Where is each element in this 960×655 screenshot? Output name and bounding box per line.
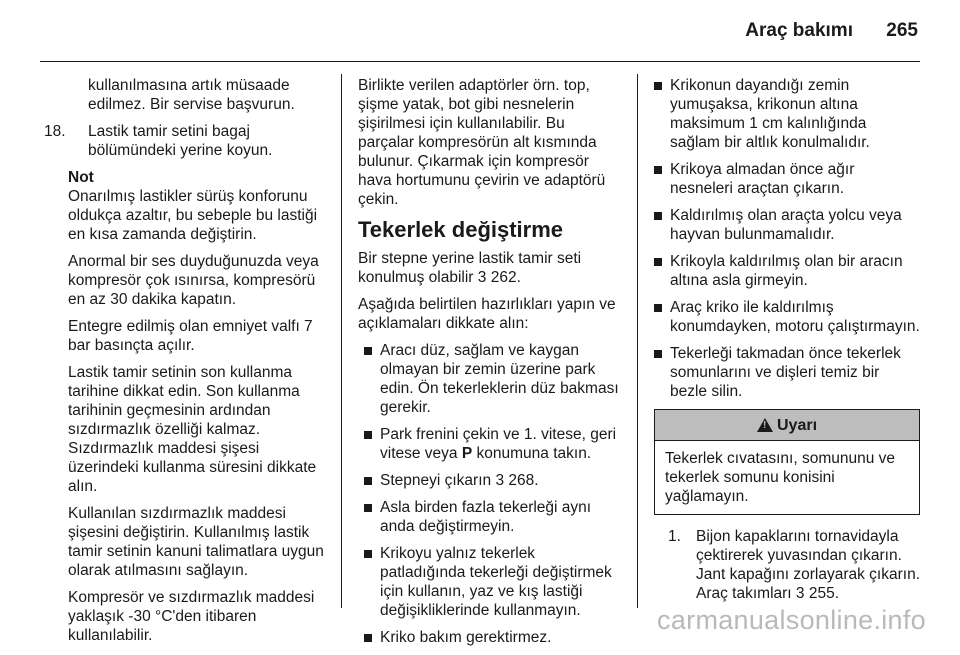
step-number: 18. — [44, 123, 66, 140]
warning-text: Tekerlek cıvatasını, somununu ve tekerlek somunu konisini yağlamayın. — [655, 440, 919, 514]
list-item-text: Asla birden fazla tekerleği aynı anda değiştirmeyin. — [380, 499, 592, 535]
list-item — [654, 252, 920, 290]
step-number: 1. — [668, 528, 681, 545]
section-heading: Tekerlek değiştirme — [358, 217, 564, 242]
bullet-square-icon — [654, 350, 662, 358]
header-rule — [40, 61, 920, 62]
list-item-text: Tekerleği takmadan önce tekerlek somunlarını ve dişleri temiz bir bezle silin. — [670, 345, 901, 400]
note-paragraph: Lastik tamir setinin son kullanma tarihine dikkat edin. Son kullanma tarihinin geçmesinin ardından sızdırmazlık özelliği kalmaz. Sızdırmazlık maddesi şişesi üzerindeki kullanma süresini dikkate alın. — [68, 364, 317, 495]
ref-arrow-icon: 3 — [495, 472, 505, 489]
column-middle — [358, 76, 622, 655]
adapter-paragraph: Birlikte verilen adaptörler örn. top, şişme yatak, bot gibi nesnelerin şişirilmesi için kullanılabilir. Bu parçalar kompresörün alt kısmında bulunur. Çıkarmak için kompresör hava hortumunu çevirin ve adaptörü çekin. — [358, 77, 606, 208]
list-item — [654, 160, 920, 198]
list-item-text: Araç kriko ile kaldırılmış konumdayken, motoru çalıştırmayın. — [670, 299, 920, 335]
list-item — [358, 471, 622, 490]
watermark: carmanualsonline.info — [657, 605, 926, 635]
page-ref[interactable] — [796, 585, 839, 602]
list-item — [358, 341, 622, 417]
bullet-square-icon — [364, 550, 372, 558]
warning-header — [655, 410, 919, 440]
list-item — [358, 544, 622, 620]
note-paragraph: Anormal bir ses duyduğunuzda veya kompresör çok ısınırsa, kompresörü en az 30 dakika kapatın. — [68, 253, 319, 308]
bullet-square-icon — [364, 431, 372, 439]
list-item-text: Krikoya almadan önce ağır nesneleri araçtan çıkarın. — [670, 161, 855, 197]
column-divider — [637, 74, 638, 608]
page-header — [0, 0, 960, 62]
text-part: Park frenini çekin ve 1. vitese, geri vitese veya — [380, 426, 617, 462]
bullet-square-icon — [364, 504, 372, 512]
paragraph: Aşağıda belirtilen hazırlıkları yapın ve açıklamaları dikkate alın: — [358, 296, 616, 332]
bullet-square-icon — [654, 258, 662, 266]
column-left — [44, 76, 326, 653]
list-item-text — [380, 425, 622, 463]
ref-page: 268. — [508, 472, 539, 489]
ref-page: 255. — [808, 585, 840, 602]
list-item-text: Kaldırılmış olan araçta yolcu veya hayvan bulunmamalıdır. — [670, 207, 902, 243]
page-number: 265 — [886, 20, 918, 41]
note-paragraph: Onarılmış lastikler sürüş konforunu oldukça azaltır, bu sebeple bu lastiği en kısa zamanda değiştirin. — [68, 188, 318, 243]
note-block — [44, 168, 326, 645]
chapter-title: Araç bakımı — [745, 20, 853, 41]
list-item-text: Aracı düz, sağlam ve kaygan olmayan bir zemin üzerine park edin. Ön tekerleklerin düz bakması gerekir. — [380, 342, 619, 416]
text-part: Bijon kapaklarını tornavidayla çektirerek yuvasından çıkarın. Jant kapağını zorlayarak çıkarın. Araç takımları — [696, 528, 921, 602]
ref-page: 262. — [490, 269, 521, 286]
bullet-square-icon — [654, 212, 662, 220]
bullet-square-icon — [654, 82, 662, 90]
warning-title: Uyarı — [776, 416, 818, 434]
step-text: Lastik tamir setini bagaj bölümündeki yerine koyun. — [88, 123, 273, 159]
list-item — [654, 298, 920, 336]
gear-p-label: P — [461, 445, 473, 462]
list-item-text: Kriko bakım gerektirmez. — [380, 629, 552, 646]
note-title: Not — [68, 169, 94, 186]
list-item — [358, 628, 622, 647]
list-item-text: Krikoyla kaldırılmış olan bir aracın altına asla girmeyin. — [670, 253, 903, 289]
list-item-text: Krikoyu yalnız tekerlek patladığında tekerleği değiştirmek için kullanın, yaz ve kış lastiği değişikliklerinde kullanmayın. — [380, 545, 612, 619]
step-text — [696, 527, 920, 603]
step-1 — [654, 527, 920, 603]
note-paragraph: Kompresör ve sızdırmazlık maddesi yaklaşık -30 °C'den itibaren kullanılabilir. — [68, 589, 315, 644]
ref-arrow-icon: 3 — [477, 269, 487, 286]
bullet-square-icon — [654, 166, 662, 174]
page-ref[interactable] — [478, 269, 521, 286]
page-ref[interactable] — [495, 472, 538, 489]
paragraph-text: Bir stepne yerine lastik tamir seti konulmuş olabilir — [358, 250, 582, 286]
bullet-square-icon — [654, 304, 662, 312]
warning-box — [654, 409, 920, 515]
note-paragraph: Kullanılan sızdırmazlık maddesi şişesini değiştirin. Kullanılmış lastik tamir setinin kanuni talimatlara uygun olarak atılmasını sağlayın. — [68, 505, 324, 579]
list-item — [358, 498, 622, 536]
ref-arrow-icon: 3 — [795, 585, 805, 602]
list-item — [654, 344, 920, 401]
list-item-text: Krikonun dayandığı zemin yumuşaksa, krikonun altına maksimum 1 cm kalınlığında sağlam bir altlık konulmalıdır. — [670, 77, 870, 151]
list-item-text — [380, 471, 622, 490]
list-item — [358, 425, 622, 463]
continued-text: kullanılmasına artık müsaade edilmez. Bir servise başvurun. — [88, 77, 295, 113]
list-item — [654, 76, 920, 152]
text-part: konumuna takın. — [476, 445, 592, 462]
note-paragraph: Entegre edilmiş olan emniyet valfı 7 bar basınçta açılır. — [68, 318, 313, 354]
bullet-square-icon — [364, 634, 372, 642]
warning-triangle-icon: ! — [757, 418, 773, 432]
text-part: Stepneyi çıkarın — [380, 472, 492, 489]
paragraph — [358, 249, 622, 287]
column-divider — [341, 74, 342, 608]
column-right — [654, 76, 920, 603]
list-item — [654, 206, 920, 244]
bullet-square-icon — [364, 347, 372, 355]
step-18 — [44, 122, 326, 160]
bullet-square-icon — [364, 477, 372, 485]
